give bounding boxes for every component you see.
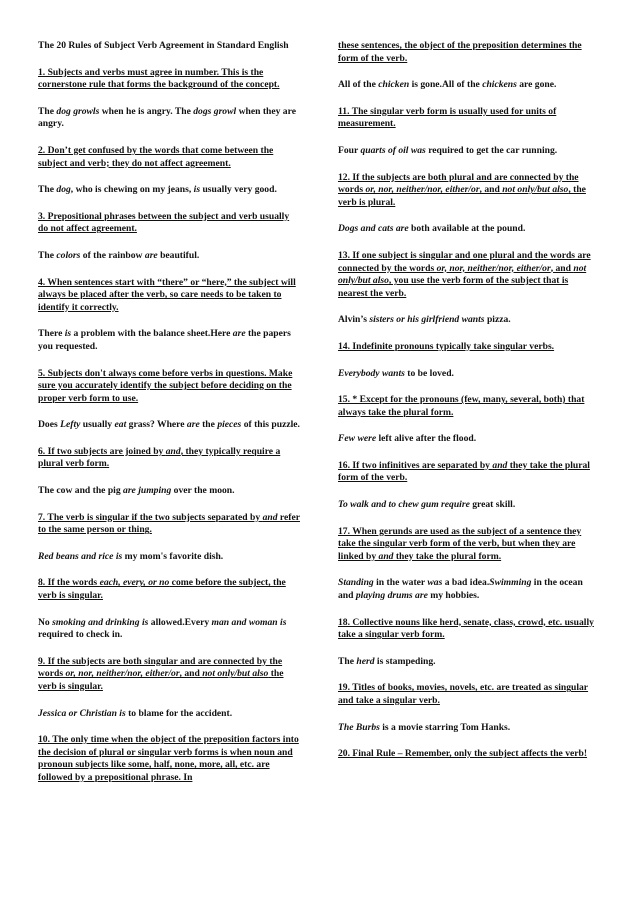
rule-text: 17. When gerunds are used as the subject of a sentence they take the singular verb form of the verb, but when they are linked by and they take the plural form.	[338, 525, 582, 562]
rule-text: 19. Titles of books, movies, novels, etc. are treated as singular and take a singular verb.	[338, 682, 589, 706]
rule-text: 13. If one subject is singular and one plural and the words are connected by the words or, nor, neither/nor, either/or, and not only/but also, you use the verb form of the subject that is nearest the verb.	[338, 249, 591, 299]
rule-text: 10. The only time when the object of the preposition factors into the decision of plural or singular verb forms is when noun and pronoun subjects like some, half, none, more, all, etc. are followed by a prepositional phrase. In	[38, 734, 299, 783]
rule-text: 20. Final Rule – Remember, only the subject affects the verb!	[338, 748, 588, 760]
example-sentence: Jessica or Christian is to blame for the accident.	[38, 707, 233, 719]
example-sentence: No smoking and drinking is allowed.Every man and woman is required to check in.	[38, 616, 287, 641]
rule-text: 18. Collective nouns like herd, senate, class, crowd, etc. usually take a singular verb form.	[338, 616, 594, 641]
rule-text: 6. If two subjects are joined by and, they typically require a plural verb form.	[38, 445, 281, 470]
example-sentence: Few were left alive after the flood.	[338, 433, 477, 445]
example-sentence: Standing in the water was a bad idea.Swimming in the ocean and playing drums are my hobbies.	[338, 577, 583, 602]
rule-text: 8. If the words each, every, or no come before the subject, the verb is singular.	[38, 577, 286, 602]
example-sentence: Red beans and rice is my mom's favorite dish.	[38, 550, 224, 562]
rule-text: 2. Don’t get confused by the words that come between the subject and verb; they do not affect agreement.	[38, 144, 274, 169]
rule-text: 15. * Except for the pronouns (few, many, several, both) that always take the plural form.	[338, 394, 585, 418]
rule-text: 12. If the subjects are both plural and are connected by the words or, nor, neither/nor, either/or, and not only/but also, the verb is plural.	[338, 171, 586, 208]
example-sentence: There is a problem with the balance sheet.Here are the papers you requested.	[38, 328, 291, 352]
example-sentence: The Burbs is a movie starring Tom Hanks.	[338, 721, 511, 733]
rule-text: 9. If the subjects are both singular and are connected by the words or, nor, neither/nor, either/or, and not only/but also the verb is singular.	[38, 655, 284, 692]
example-sentence: The dog growls when he is angry. The dogs growl when they are angry.	[38, 105, 296, 130]
example-sentence: Four quarts of oil was required to get the car running.	[338, 144, 558, 156]
right-column	[338, 40, 600, 775]
document-title: The 20 Rules of Subject Verb Agreement in Standard English	[38, 40, 289, 51]
example-sentence: To walk and to chew gum require great skill.	[338, 499, 516, 511]
example-sentence: The colors of the rainbow are beautiful.	[38, 249, 200, 261]
example-sentence: Does Lefty usually eat grass? Where are the pieces of this puzzle.	[38, 419, 300, 431]
rule-text: 7. The verb is singular if the two subjects separated by and refer to the same person or thing.	[38, 511, 300, 536]
rule-text: 1. Subjects and verbs must agree in number. This is the cornerstone rule that forms the background of the concept.	[38, 66, 280, 91]
example-sentence: The dog, who is chewing on my jeans, is usually very good.	[38, 184, 277, 196]
example-sentence: The cow and the pig are jumping over the moon.	[38, 485, 235, 497]
example-sentence: Alvin’s sisters or his girlfriend wants pizza.	[338, 314, 511, 326]
rule-text: 4. When sentences start with “there” or “here,” the subject will always be placed after the verb, so care needs to be taken to identify it correctly.	[38, 276, 296, 313]
rule-text: 5. Subjects don't always come before verbs in questions. Make sure you accurately identify the subject before deciding on the proper verb form to use.	[38, 367, 293, 404]
example-sentence: All of the chicken is gone.All of the chickens are gone.	[338, 79, 557, 91]
rule-text: 11. The singular verb form is usually used for units of measurement.	[338, 105, 557, 130]
rule-text: 3. Prepositional phrases between the subject and verb usually do not affect agreement.	[38, 210, 290, 235]
rule-text: 14. Indefinite pronouns typically take singular verbs.	[338, 340, 555, 352]
rule-text: 16. If two infinitives are separated by and they take the plural form of the verb.	[338, 459, 590, 484]
example-sentence: Dogs and cats are both available at the pound.	[338, 223, 526, 235]
example-sentence: The herd is stampeding.	[338, 655, 436, 667]
example-sentence: Everybody wants to be loved.	[338, 367, 454, 379]
rule-text: these sentences, the object of the preposition determines the form of the verb.	[338, 40, 582, 64]
left-items	[38, 67, 300, 785]
left-column	[38, 40, 300, 799]
right-items	[338, 40, 600, 761]
